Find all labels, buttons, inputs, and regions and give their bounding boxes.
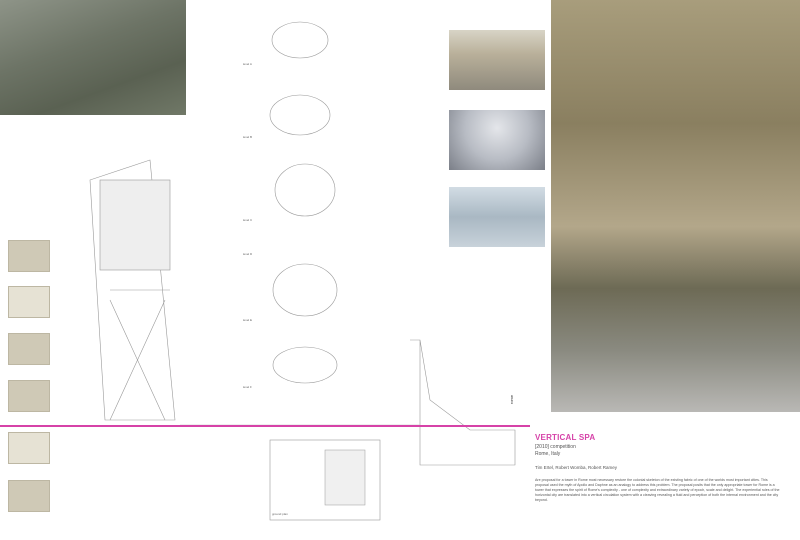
plan-label-6: level F xyxy=(243,385,252,389)
project-description: Are proposal for a tower in Rome most necessary restore the colonial skeleton of the existing fabric of one of the worlds most important cities. This proposal used the myth of Apollo and Daphne as an analogy to address this problem. The proposal posits that the only appropriate tower for Rome is a tower that expresses the spirit of Rome's complexity - one of complexity and extraordinary variety of epoch, scale and delight. The experiential rules of the horizontal city are translated into a vertical circulation system with a cleaving revealing a fluid and perception of both the internal environment and the city beyond. xyxy=(535,478,780,502)
vertical-label: rome xyxy=(509,394,514,404)
project-title: VERTICAL SPA xyxy=(535,433,596,442)
plan-label-ground: ground plan xyxy=(272,512,288,516)
project-subtitle: [2010] competition xyxy=(535,444,576,450)
plan-label-4: level D xyxy=(243,252,253,256)
project-location: Rome, Italy xyxy=(535,451,561,457)
project-authors: Tim Ertel, Robert Womba, Robert Ramey xyxy=(535,465,618,470)
plan-label-2: level B xyxy=(243,135,253,139)
plan-label-1: level A xyxy=(243,62,252,66)
plan-label-5: level E xyxy=(243,318,253,322)
accent-divider xyxy=(0,425,530,427)
plan-label-3: level C xyxy=(243,218,253,222)
